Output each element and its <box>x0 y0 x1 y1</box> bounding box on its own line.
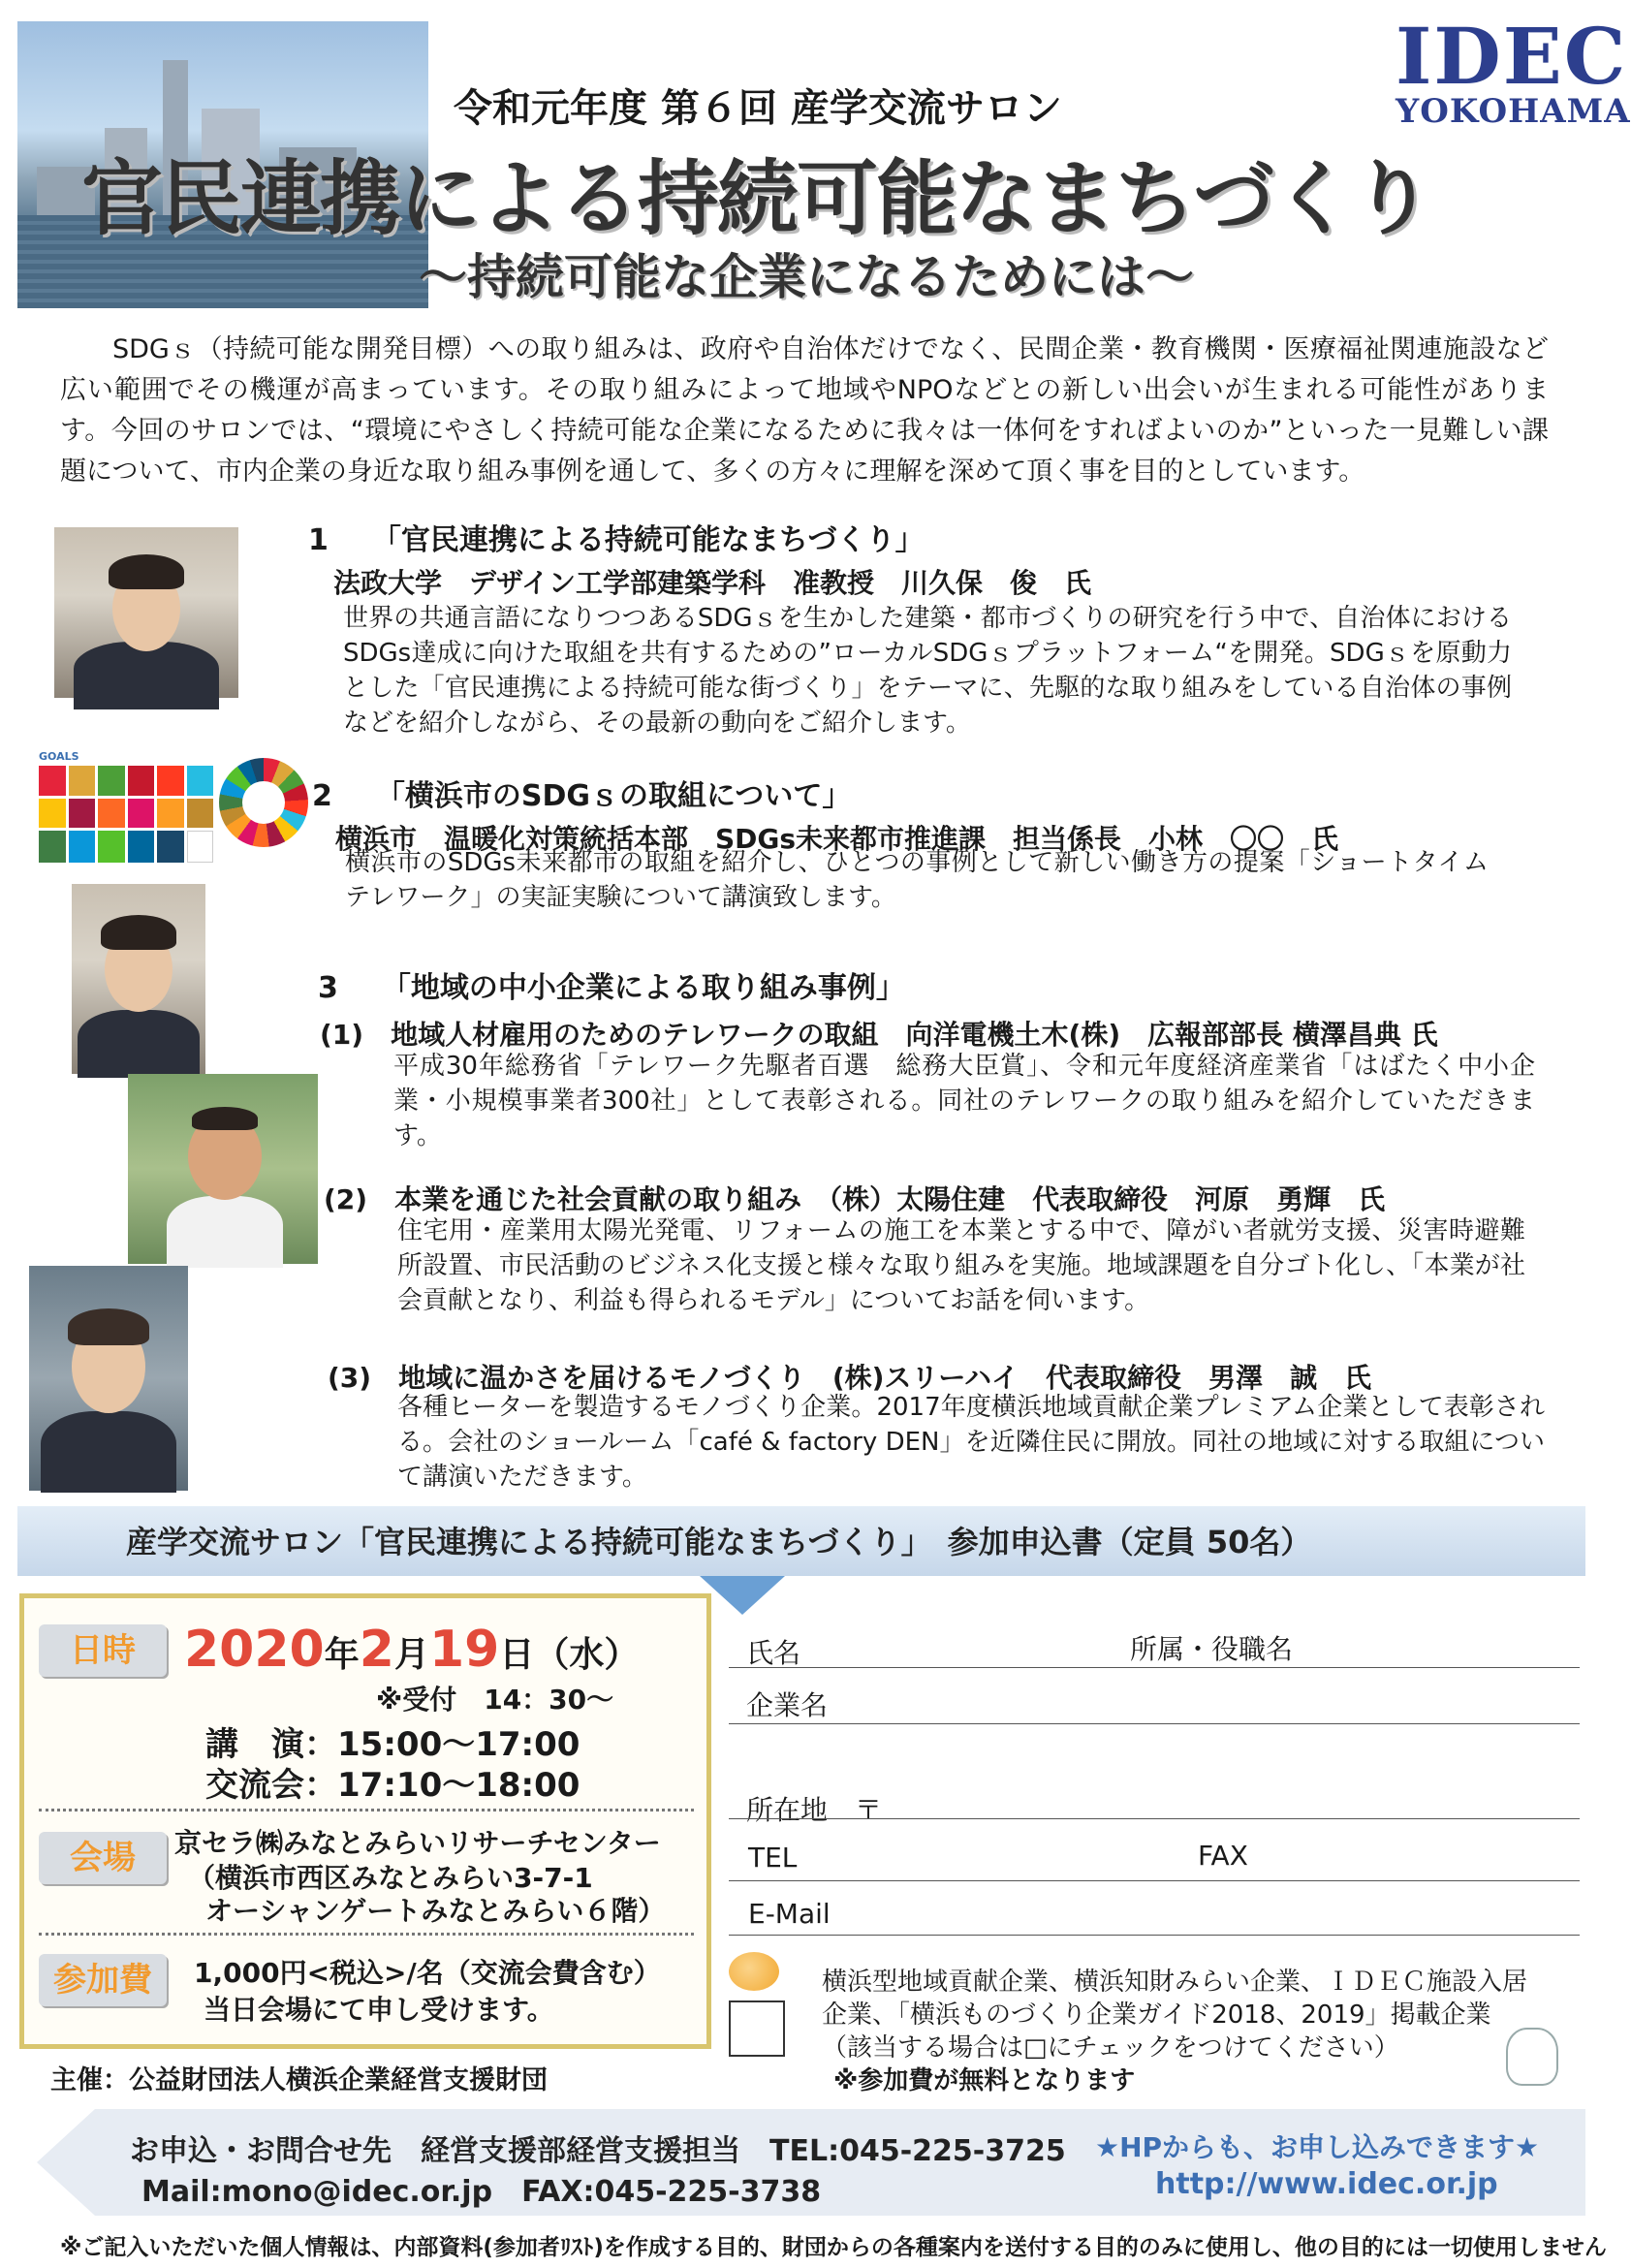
affiliation-label: 所属・役職名 <box>1130 1633 1294 1665</box>
tel-fax-field[interactable] <box>729 1880 1580 1881</box>
case-1-speaker: (1) 地域人材雇用のためのテレワークの取組 向洋電機土木(株) 広報部部長 横澤昌典 氏 <box>320 1019 1438 1051</box>
name-field[interactable] <box>729 1667 1580 1668</box>
speaker-photo-kawahara <box>128 1074 318 1264</box>
flower-icon <box>729 1952 779 1991</box>
divider <box>39 1933 694 1936</box>
mascot-icon <box>1506 2028 1558 2086</box>
email-field[interactable] <box>729 1935 1580 1936</box>
date-tag: 日時 <box>39 1624 167 1677</box>
event-date: 2020年2月19日（水） <box>184 1621 640 1679</box>
organizer: 主催：公益財団法人横浜企業経営支援財団 <box>50 2065 548 2095</box>
checkbox-note-4: ※参加費が無料となります <box>833 2066 1136 2095</box>
venue-address-2: オーシャンゲートみなとみらい６階） <box>205 1895 666 1927</box>
sdg-goals-grid <box>39 766 213 863</box>
sub-title: ～持続可能な企業になるためには～ <box>419 249 1194 305</box>
speaker-photo-kawakubo <box>54 527 238 698</box>
venue-address-1: （横浜市西区みなとみらい3-7-1 <box>188 1862 593 1894</box>
speaker-photo-otokozawa <box>29 1266 188 1491</box>
reception-time: ※受付 14：30～ <box>376 1684 614 1716</box>
main-title: 官民連携による持続可能なまちづくり <box>81 151 1432 246</box>
networking-time: 交流会：17:10～18:00 <box>205 1766 580 1805</box>
address-field[interactable] <box>729 1818 1580 1819</box>
fee-payment: 当日会場にて申し受けます。 <box>204 1994 554 2026</box>
fee-amount: 1,000円<税込>/名（交流会費含む） <box>194 1957 661 1989</box>
tel-label: TEL <box>748 1842 798 1874</box>
name-label: 氏名 <box>746 1637 801 1669</box>
case-3-description: 各種ヒーターを製造するモノづくり企業。2017年度横浜地域貢献企業プレミアム企業として表彰される。会社のショールーム「café & factory DEN」を近隣住民に開放。同社の地域に対する取組について講演いただきます。 <box>397 1393 1545 1492</box>
case-1-description: 平成30年総務省「テレワーク先駆者百選 総務大臣賞」、令和元年度経済産業省「はばたく中小企業・小規模事業者300社」として表彰される。同社のテレワークの取り組みを紹介していただきます。 <box>393 1052 1535 1150</box>
speaker-photo-yokozawa <box>72 884 205 1074</box>
web-note: ★HPからも、お申し込みできます★ <box>1095 2131 1540 2163</box>
section-1-speaker: 法政大学 デザイン工学部建築学科 准教授 川久保 俊 氏 <box>333 567 1092 599</box>
case-2-description: 住宅用・産業用太陽光発電、リフォームの施工を本業とする中で、障がい者就労支援、災害時避難所設置、市民活動のビジネス化支援と様々な取り組みを実施。地域課題を自分ゴト化し、「本業が社会貢献となり、利益も得られるモデル」についてお話を伺います。 <box>397 1216 1525 1315</box>
fax-label: FAX <box>1198 1840 1248 1872</box>
section-2-description: 横浜市のSDGs未来都市の取組を紹介し、ひとつの事例として新しい働き方の提案「ショートタイムテレワーク」の実証実験について講演致します。 <box>345 848 1489 912</box>
lecture-time: 講 演：15:00～17:00 <box>205 1725 580 1764</box>
venue-name: 京セラ㈱みなとみらいリサーチセンター <box>174 1827 661 1859</box>
company-field[interactable] <box>729 1723 1580 1724</box>
section-1-description: 世界の共通言語になりつつあるSDGｓを生かした建築・都市づくりの研究を行う中で、自治体におけるSDGs達成に向けた取組を共有するための”ローカルSDGｓプラットフォーム“を開発。SDGｓを原動力とした「官民連携による持続可能な街づくり」をテーマに、先駆的な取り組みをしている自治体の事例などを紹介しながら、その最新の動向をご紹介します。 <box>343 604 1512 738</box>
fee-tag: 参加費 <box>39 1954 167 2006</box>
website-link[interactable]: http://www.idec.or.jp <box>1155 2167 1498 2201</box>
sdg-wheel-icon <box>219 758 308 847</box>
venue-tag: 会場 <box>39 1832 167 1884</box>
mail-fax-line: Mail:mono@idec.or.jp FAX:045-225-3738 <box>141 2175 822 2209</box>
case-2-speaker: (2) 本業を通じた社会貢献の取り組み （株）太陽住建 代表取締役 河原 勇輝 氏 <box>324 1183 1386 1215</box>
idec-logo: IDEC YOKOHAMA <box>1396 11 1631 131</box>
address-label: 所在地 〒 <box>746 1794 883 1826</box>
email-label: E-Mail <box>748 1898 831 1930</box>
company-label: 企業名 <box>746 1689 829 1721</box>
contact-line: お申込・お問合せ先 経営支援部経営支援担当 TEL:045-225-3725 <box>130 2134 1066 2168</box>
case-3-speaker: (3) 地域に温かさを届けるモノづくり (株)スリーハイ 代表取締役 男澤 誠 氏 <box>328 1362 1372 1394</box>
section-3-title: 3 「地域の中小企業による取り組み事例」 <box>318 971 905 1005</box>
sdg-goals-panel: GOALS <box>39 750 79 763</box>
divider <box>39 1809 694 1811</box>
checkbox-note-2: 企業、「横浜ものづくり企業ガイド2018、2019」掲載企業 <box>822 2000 1491 2030</box>
section-1-title: 1 「官民連携による持続可能なまちづくり」 <box>308 523 925 557</box>
down-arrow-icon <box>700 1576 785 1615</box>
intro-paragraph: SDGｓ（持続可能な開発目標）への取り組みは、政府や自治体だけでなく、民間企業・教育機関・医療福祉関連施設など広い範囲でその機運が高まっています。その取り組みによって地域やNPOなどとの新しい出会いが生まれる可能性があります。今回のサロンでは、“環境にやさしく持続可能な企業になるために我々は一体何をすればよいのか”といった一見難しい課題について、市内企業の身近な取り組み事例を通して、多くの方々に理解を深めて頂く事を目的としています。 <box>60 334 1549 487</box>
free-fee-checkbox[interactable] <box>729 2000 785 2057</box>
privacy-note: ※ご記入いただいた個人情報は、内部資料(参加者ﾘｽﾄ)を作成する目的、財団からの各種案内を送付する目的のみに使用し、他の目的には一切使用しません <box>60 2235 1607 2260</box>
checkbox-note-3: （該当する場合は□にチェックをつけてください） <box>822 2033 1399 2063</box>
checkbox-note-1: 横浜型地域貢献企業、横浜知財みらい企業、ＩＤＥＣ施設入居 <box>822 1968 1528 1997</box>
form-title: 産学交流サロン「官民連携による持続可能なまちづくり」 参加申込書（定員 50名） <box>126 1524 1312 1560</box>
section-2-speaker: 横浜市 温暖化対策統括本部 SDGs未来都市推進課 担当係長 小林 〇〇 氏 <box>335 823 1339 855</box>
section-2-title: 2 「横浜市のSDGｓの取組について」 <box>312 779 852 813</box>
event-line: 令和元年度 第６回 産学交流サロン <box>454 86 1062 131</box>
